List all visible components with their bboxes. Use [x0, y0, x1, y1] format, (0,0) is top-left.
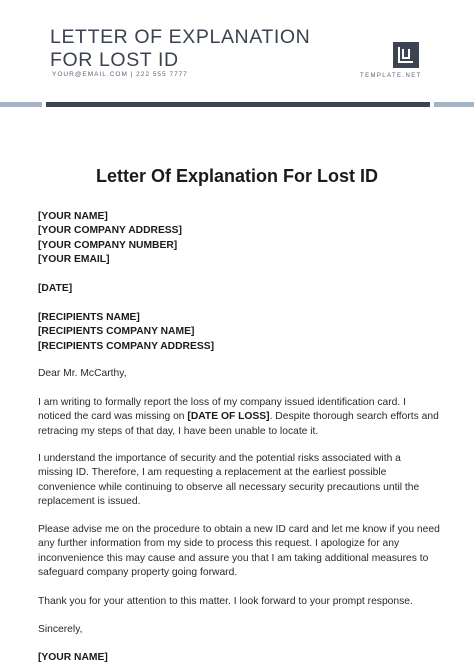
- signature-name: [YOUR NAME]: [38, 652, 108, 663]
- sender-name: [YOUR NAME]: [38, 211, 108, 222]
- header-contact: YOUR@EMAIL.COM | 222 555 7777: [52, 71, 188, 78]
- recipient-name: [RECIPIENTS NAME]: [38, 312, 140, 323]
- paragraph-3-line-4: safeguard company property going forward.: [38, 567, 238, 579]
- paragraph-3: [38, 523, 440, 581]
- closing: Sincerely,: [38, 624, 83, 635]
- paragraph-1-line-1: I am writing to formally report the loss of my company issued identification card. I: [38, 397, 406, 408]
- brand-name: TEMPLATE.NET: [360, 73, 422, 79]
- paragraph-2-line-3: convenience while continuing to observe all necessary security precautions until the: [38, 481, 420, 493]
- paragraph-2: [38, 452, 440, 510]
- document-title: Letter Of Explanation For Lost ID: [95, 166, 378, 186]
- header-title: [50, 26, 350, 72]
- recipient-company-address: [RECIPIENTS COMPANY ADDRESS]: [38, 340, 215, 352]
- paragraph-3-line-2: any further information from my side to process this request. I apologize for any: [38, 538, 400, 550]
- paragraph-1-text: noticed the card was missing on: [38, 411, 188, 423]
- salutation: Dear Mr. McCarthy,: [38, 368, 127, 379]
- sender-number: [YOUR COMPANY NUMBER]: [38, 239, 178, 251]
- paragraph-2-line-2: missing ID. Therefore, I am requesting a replacement at the earliest possible: [38, 467, 387, 479]
- paragraph-2-line-1: I understand the importance of security and the potential risks associated with a: [38, 453, 401, 464]
- paragraph-2-line-4: replacement is issued.: [38, 496, 141, 508]
- paragraph-3-line-3: inconvenience this may cause and assure you that I am taking additional measures to: [38, 552, 429, 564]
- date-line: [DATE]: [38, 283, 73, 294]
- recipient-block: [38, 311, 440, 354]
- header-band-main: [46, 102, 430, 107]
- paragraph-4: Thank you for your attention to this matter. I look forward to your prompt response.: [38, 596, 413, 607]
- header-band-left: [0, 102, 42, 107]
- sender-block: [38, 210, 440, 268]
- paragraph-1-line-2: [38, 410, 440, 424]
- sender-email: [YOUR EMAIL]: [38, 254, 110, 266]
- sender-address: [YOUR COMPANY ADDRESS]: [38, 225, 182, 237]
- header-title-line-2: FOR LOST ID: [50, 49, 179, 71]
- recipient-company-name: [RECIPIENTS COMPANY NAME]: [38, 326, 195, 338]
- header-title-line-1: LETTER OF EXPLANATION: [50, 26, 311, 48]
- paragraph-1: [38, 396, 440, 439]
- template-net-logo-icon: [393, 42, 419, 68]
- logo-mark-icon: [397, 46, 415, 64]
- paragraph-1-line-3: retracing my steps of that day, I have been unable to locate it.: [38, 425, 319, 437]
- date-of-loss-placeholder: [DATE OF LOSS]: [187, 411, 270, 423]
- header-band-right: [434, 102, 474, 107]
- paragraph-3-line-1: Please advise me on the procedure to obtain a new ID card and let me know if you need: [38, 524, 440, 535]
- paragraph-1-text-cont: . Despite thorough search efforts and: [269, 411, 439, 423]
